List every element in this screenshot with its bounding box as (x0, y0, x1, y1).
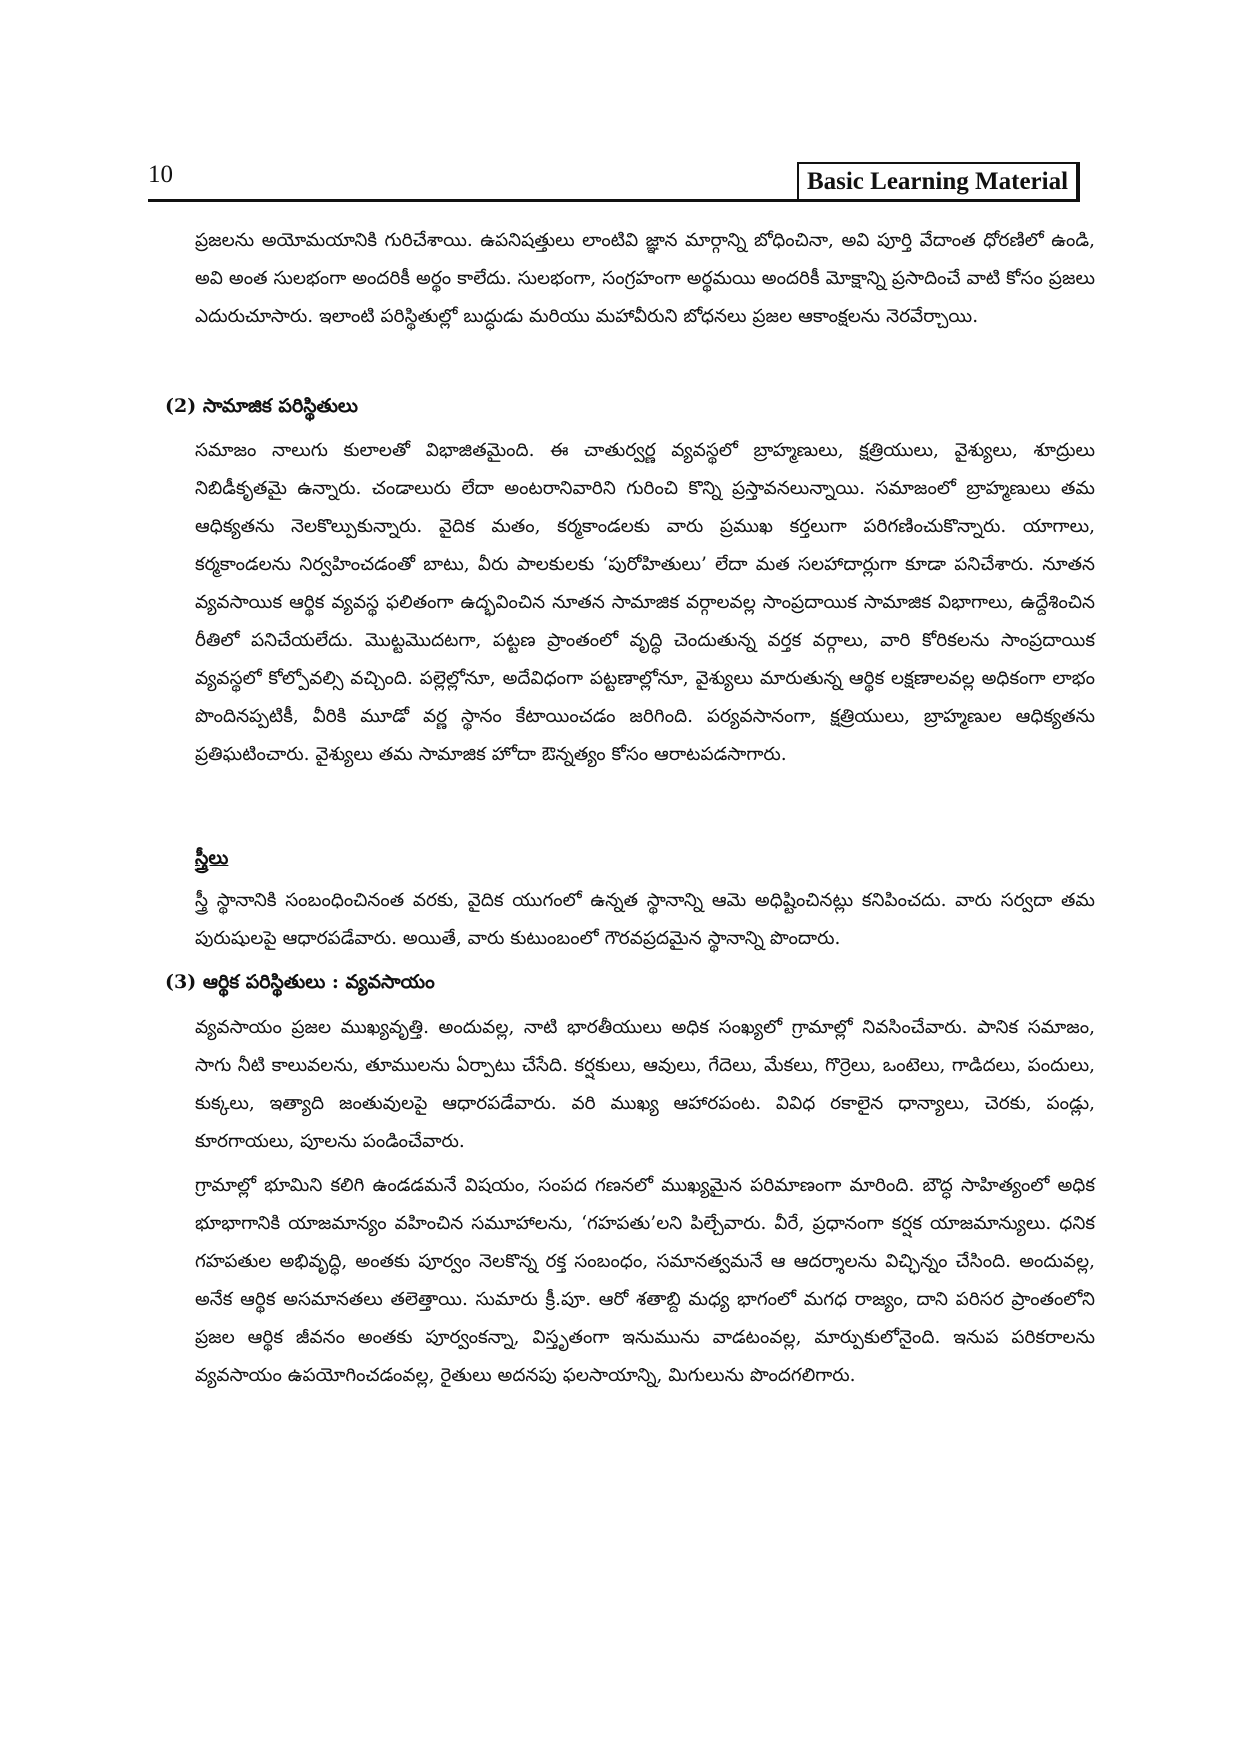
paragraph-women: స్త్రీ స్థానానికి సంబంధించినంత వరకు, వైదిక యుగంలో ఉన్నత స్థానాన్ని ఆమె అధిష్టించినట్లు కనిపించదు. వారు సర్వదా తమ పురుషులపై ఆధారపడేవారు. అయితే, వారు కుటుంబంలో గౌరవప్రదమైన స్థానాన్ని పొందారు. (195, 890, 1095, 949)
paragraph-intro: ప్రజలను అయోమయానికి గురిచేశాయి. ఉపనిషత్తులు లాంటివి జ్ఞాన మార్గాన్ని బోధించినా, అవి పూర్తి వేదాంత ధోరణిలో ఉండి, అవి అంత సులభంగా అందరికీ అర్థం కాలేదు. సులభంగా, సంగ్రహంగా అర్థమయి అందరికీ మోక్షాన్ని ప్రసాదించే వాటి కోసం ప్రజలు ఎదురుచూసారు. ఇలాంటి పరిస్థితుల్లో బుద్ధుడు మరియు మహావీరుని బోధనలు ప్రజల ఆకాంక్షలను నెరవేర్చాయి. (195, 230, 1095, 327)
paragraph-social-conditions: సమాజం నాలుగు కులాలతో విభాజితమైంది. ఈ చాతుర్వర్ణ వ్యవస్థలో బ్రాహ్మణులు, క్షత్రియులు, వైశ్యులు, శూద్రులు నిబిడీకృతమై ఉన్నారు. చండాలురు లేదా అంటరానివారిని గురించి కొన్ని ప్రస్తావనలున్నాయి. సమాజంలో బ్రాహ్మణులు తమ ఆధిక్యతను నెలకొల్పుకున్నారు. వైదిక మతం, కర్మకాండలకు వారు ప్రముఖ కర్తలుగా పరిగణించుకొన్నారు. యాగాలు, కర్మకాండలను నిర్వహించడంతో బాటు, వీరు పాలకులకు ‘పురోహితులు’ లేదా మత సలహాదార్లుగా కూడా పనిచేశారు. నూతన వ్యవసాయిక ఆర్థిక వ్యవస్థ ఫలితంగా ఉద్భవించిన నూతన సామాజిక వర్గాలవల్ల సాంప్రదాయిక సామాజిక విభాగాలు, ఉద్దేశించిన రీతిలో పనిచేయలేదు. మొట్టమొదటగా, పట్టణ ప్రాంతంలో వృద్ధి చెందుతున్న వర్తక వర్గాలు, వారి కోరికలను సాంప్రదాయిక వ్యవస్థలో కోల్పోవల్సి వచ్చింది. పల్లెల్లోనూ, అదేవిధంగా పట్టణాల్లోనూ, వైశ్యులు మారుతున్న ఆర్థిక లక్షణాలవల్ల అధికంగా లాభం పొందినప్పటికీ, వీరికి మూడో వర్ణ స్థానం కేటాయించడం జరిగింది. పర్యవసానంగా, క్షత్రియులు, బ్రాహ్మణుల ఆధిక్యతను ప్రతిఘటించారు. వైశ్యులు తమ సామాజిక హోదా ఔన్నత్యం కోసం ఆరాటపడసాగారు. (195, 440, 1095, 765)
paragraph-land-ownership: గ్రామాల్లో భూమిని కలిగి ఉండడమనే విషయం, సంపద గణనలో ముఖ్యమైన పరిమాణంగా మారింది. బౌద్ధ సాహిత్యంలో అధిక భూభాగానికి యాజమాన్యం వహించిన సమూహాలను, ‘గహపతు’లని పిల్చేవారు. వీరే, ప్రధానంగా కర్షక యాజమాన్యులు. ధనిక గహపతుల అభివృద్ధి, అంతకు పూర్వం నెలకొన్న రక్త సంబంధం, సమానత్వమనే ఆ ఆదర్శాలను విచ్ఛిన్నం చేసింది. అందువల్ల, అనేక ఆర్థిక అసమానతలు తలెత్తాయి. సుమారు క్రీ.పూ. ఆరో శతాబ్ది మధ్య భాగంలో మగధ రాజ్యం, దాని పరిసర ప్రాంతంలోని ప్రజల ఆర్థిక జీవనం అంతకు పూర్వంకన్నా, విస్తృతంగా ఇనుమును వాడటంవల్ల, మార్పుకులోనైంది. ఇనుప పరికరాలను వ్యవసాయం ఉపయోగించడంవల్ల, రైతులు అదనపు ఫలసాయాన్ని, మిగులును పొందగలిగారు. (195, 1175, 1095, 1386)
page-number: 10 (148, 161, 173, 188)
header-rule (148, 199, 1080, 202)
paragraph-agriculture: వ్యవసాయం ప్రజల ముఖ్యవృత్తి. అందువల్ల, నాటి భారతీయులు అధిక సంఖ్యలో గ్రామాల్లో నివసించేవారు. పానిక సమాజం, సాగు నీటి కాలువలను, తూములను ఏర్పాటు చేసేది. కర్షకులు, ఆవులు, గేదెలు, మేకలు, గొర్రెలు, ఒంటెలు, గాడిదలు, పందులు, కుక్కలు, ఇత్యాది జంతువులపై ఆధారపడేవారు. వరి ముఖ్య ఆహారపంట. వివిధ రకాలైన ధాన్యాలు, చెరకు, పండ్లు, కూరగాయలు, పూలను పండించేవారు. (195, 1017, 1095, 1152)
section-heading-social-conditions: (2) సామాజిక పరిస్థితులు (165, 395, 358, 417)
section-heading-economic-conditions: (3) ఆర్థిక పరిస్థితులు : వ్యవసాయం (165, 971, 435, 993)
subheading-women: స్త్రీలు (195, 847, 229, 869)
running-header-title: Basic Learning Material (797, 162, 1080, 199)
